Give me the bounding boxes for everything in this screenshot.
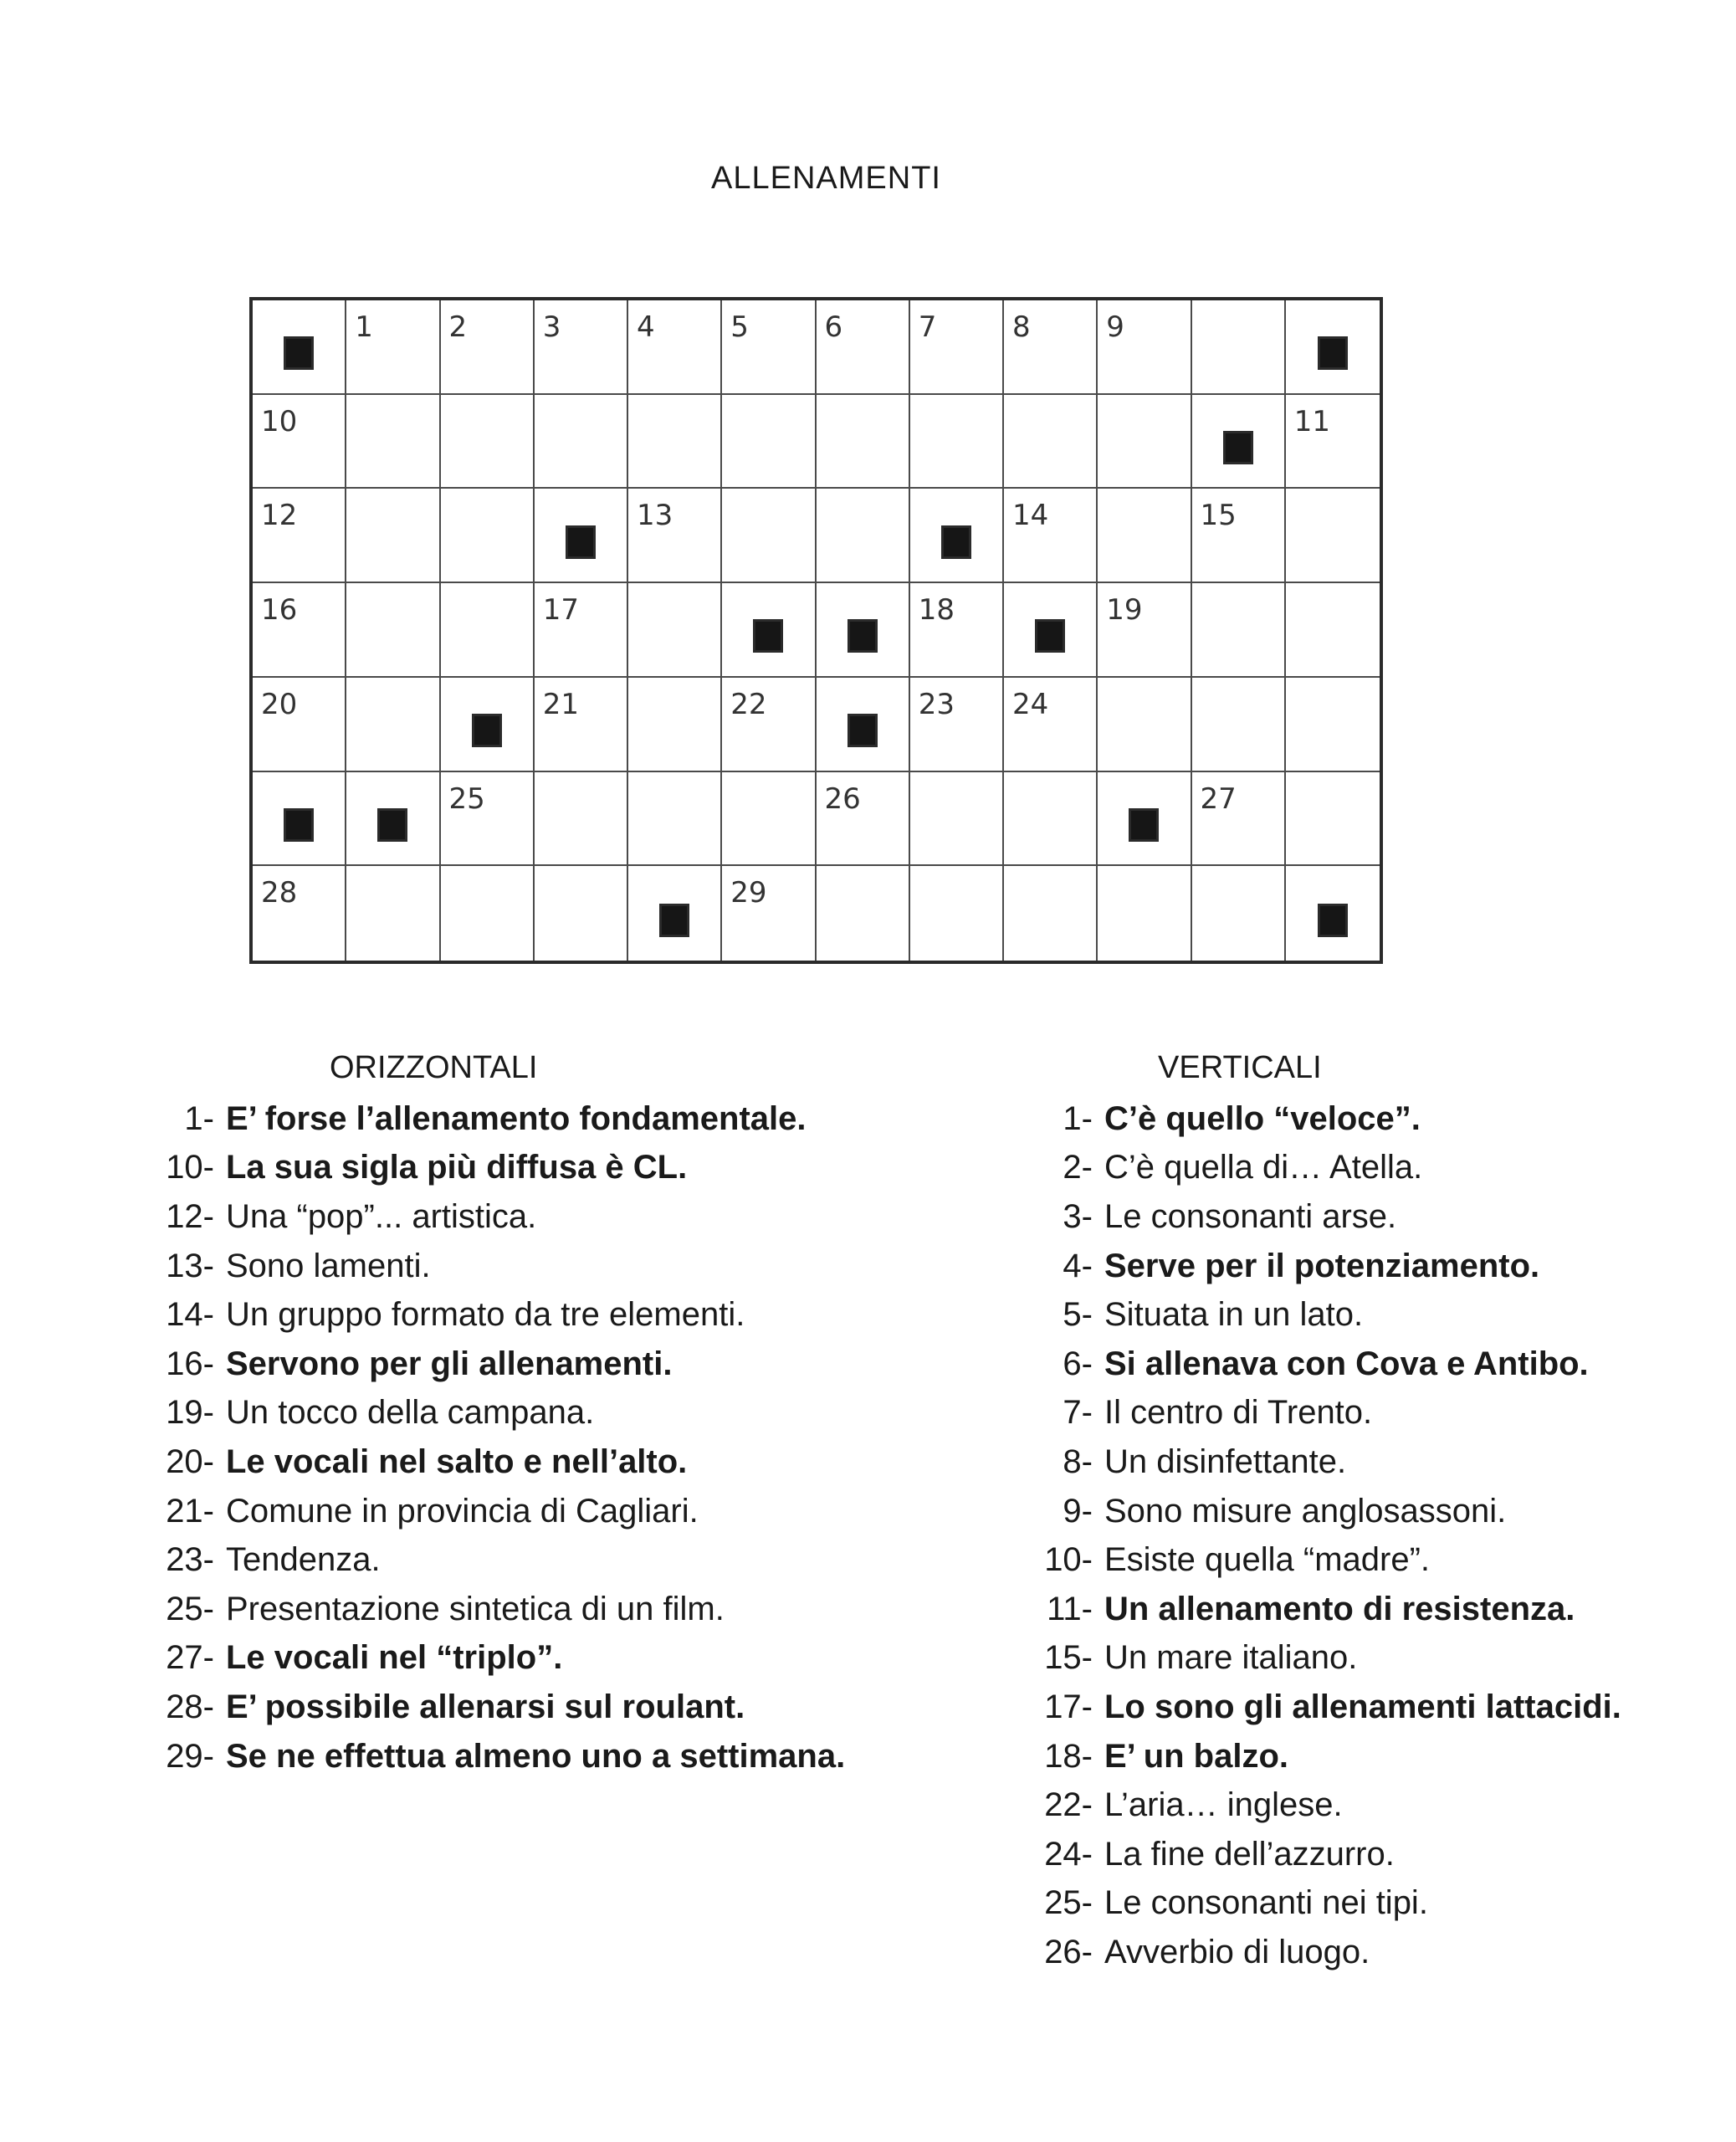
black-square [566, 525, 596, 559]
black-square [284, 336, 314, 370]
grid-cell [722, 583, 816, 678]
grid-cell [1004, 300, 1098, 395]
grid-cell [535, 583, 628, 678]
grid-cell [535, 300, 628, 395]
cell-number: 23 [918, 687, 955, 721]
grid-cell [817, 678, 910, 772]
cell-number: 9 [1106, 310, 1124, 344]
clue-number: 9- [1063, 1492, 1093, 1530]
clue-item [1029, 1487, 1698, 1536]
clue-item [1029, 1340, 1698, 1389]
grid-cell [628, 300, 722, 395]
grid-cell [1004, 866, 1098, 961]
grid-cell [817, 866, 910, 961]
black-square [377, 808, 407, 842]
cell-number: 6 [824, 310, 843, 344]
grid-cell [910, 583, 1004, 678]
grid-cell [722, 866, 816, 961]
clue-text: Serve per il potenziamento. [1104, 1247, 1540, 1284]
clue-text: E’ forse l’allenamento fondamentale. [226, 1099, 807, 1137]
grid-cell [1004, 395, 1098, 489]
grid-cell [346, 395, 440, 489]
clue-number: 26- [1044, 1933, 1093, 1970]
grid-cell [1098, 489, 1191, 583]
clue-number: 3- [1063, 1197, 1093, 1235]
clue-text: Si allenava con Cova e Antibo. [1104, 1345, 1589, 1382]
clue-item [1029, 1928, 1698, 1977]
clue-number: 15- [1044, 1639, 1093, 1677]
clue-item [1029, 1535, 1698, 1585]
clue-item [142, 1192, 929, 1242]
clue-text: Un gruppo formato da tre elementi. [226, 1296, 745, 1334]
clue-item [1029, 1683, 1698, 1732]
grid-cell [1192, 866, 1286, 961]
cell-number: 27 [1200, 781, 1237, 816]
grid-cell [628, 866, 722, 961]
cell-number: 21 [542, 687, 580, 721]
cell-number: 1 [355, 310, 373, 344]
black-square [1129, 808, 1159, 842]
grid-cell [1098, 678, 1191, 772]
grid-cell [1192, 772, 1286, 867]
clue-item [1029, 1634, 1698, 1683]
clue-text: Il centro di Trento. [1104, 1394, 1373, 1432]
clue-text: Un mare italiano. [1104, 1639, 1358, 1677]
clue-text: Un tocco della campana. [226, 1394, 595, 1432]
grid-cell [722, 300, 816, 395]
clue-number: 7- [1063, 1394, 1093, 1432]
across-clues [142, 1050, 929, 1781]
grid-cell [1286, 866, 1380, 961]
clue-number: 21- [166, 1492, 214, 1530]
grid-cell [910, 300, 1004, 395]
cell-number: 15 [1200, 499, 1237, 533]
grid-cell [1098, 583, 1191, 678]
cell-number: 11 [1293, 404, 1331, 438]
grid-cell [817, 489, 910, 583]
clue-item [1029, 1192, 1698, 1242]
grid-cell [441, 583, 535, 678]
across-clue-list [142, 1094, 929, 1781]
clue-number: 17- [1044, 1688, 1093, 1725]
grid-cell [535, 866, 628, 961]
clue-item [1029, 1094, 1698, 1144]
black-square [1035, 619, 1065, 653]
grid-cell [628, 678, 722, 772]
clue-text: L’aria… inglese. [1104, 1786, 1343, 1824]
clue-item [142, 1144, 929, 1193]
clue-text: Esiste quella “madre”. [1104, 1541, 1431, 1579]
grid-cell [1004, 489, 1098, 583]
cell-number: 19 [1106, 593, 1143, 628]
grid-cell [628, 489, 722, 583]
grid-cell [253, 583, 346, 678]
clue-text: Tendenza. [226, 1541, 381, 1579]
crossword-grid [249, 297, 1383, 964]
grid-cell [628, 583, 722, 678]
grid-cell [1098, 772, 1191, 867]
grid-cell [722, 772, 816, 867]
clue-item [142, 1389, 929, 1438]
clue-number: 18- [1044, 1737, 1093, 1775]
clue-number: 27- [166, 1639, 214, 1677]
cell-number: 29 [730, 876, 767, 910]
clue-number: 6- [1063, 1345, 1093, 1382]
clue-text: Una “pop”... artistica. [226, 1197, 537, 1235]
clue-item [1029, 1585, 1698, 1634]
clue-text: Se ne effettua almeno uno a settimana. [226, 1737, 846, 1775]
clue-item [1029, 1437, 1698, 1487]
clue-text: Le consonanti arse. [1104, 1197, 1397, 1235]
clue-item [1029, 1389, 1698, 1438]
clue-text: E’ possibile allenarsi sul roulant. [226, 1688, 745, 1725]
clue-item [142, 1535, 929, 1585]
clue-number: 16- [166, 1345, 214, 1382]
grid-cell [1192, 395, 1286, 489]
grid-cell [910, 678, 1004, 772]
black-square [659, 904, 689, 937]
black-square [1318, 904, 1348, 937]
cell-number: 24 [1012, 687, 1049, 721]
grid-cell [1286, 772, 1380, 867]
clue-number: 10- [1044, 1541, 1093, 1579]
clue-item [1029, 1242, 1698, 1291]
clue-item [142, 1634, 929, 1683]
clue-text: Sono lamenti. [226, 1247, 431, 1284]
clue-item [142, 1290, 929, 1340]
cell-number: 10 [261, 404, 298, 438]
grid-cell [910, 489, 1004, 583]
grid-cell [817, 395, 910, 489]
down-heading: VERTICALI [1158, 1050, 1322, 1085]
cell-number: 18 [918, 593, 955, 628]
grid-cell [253, 678, 346, 772]
clue-number: 13- [166, 1247, 214, 1284]
cell-number: 26 [824, 781, 861, 816]
black-square [284, 808, 314, 842]
grid-cell [535, 489, 628, 583]
grid-cell [441, 866, 535, 961]
clue-number: 19- [166, 1394, 214, 1432]
down-clues [1029, 1050, 1698, 1977]
clue-text: Un disinfettante. [1104, 1443, 1347, 1480]
grid-cell [817, 300, 910, 395]
grid-cell [817, 583, 910, 678]
grid-cell [346, 583, 440, 678]
grid-cell [1098, 866, 1191, 961]
clue-text: Presentazione sintetica di un film. [226, 1590, 725, 1627]
grid-cell [346, 489, 440, 583]
clue-number: 20- [166, 1443, 214, 1480]
clue-item [1029, 1144, 1698, 1193]
cell-number: 22 [730, 687, 767, 721]
clue-item [142, 1242, 929, 1291]
black-square [1223, 431, 1253, 464]
grid-cell [253, 772, 346, 867]
black-square [1318, 336, 1348, 370]
grid-cell [535, 678, 628, 772]
clue-text: C’è quello “veloce”. [1104, 1099, 1421, 1137]
grid-cell [1004, 678, 1098, 772]
clue-number: 11- [1047, 1590, 1093, 1627]
clue-text: La fine dell’azzurro. [1104, 1835, 1395, 1873]
clue-number: 8- [1063, 1443, 1093, 1480]
grid-cell [817, 772, 910, 867]
grid-cell [253, 489, 346, 583]
clue-number: 1- [184, 1099, 214, 1137]
grid-cell [441, 489, 535, 583]
grid-cell [1286, 395, 1380, 489]
clue-number: 14- [166, 1296, 214, 1334]
grid-cell [910, 395, 1004, 489]
black-square [848, 714, 878, 747]
cell-number: 17 [542, 593, 580, 628]
clue-number: 28- [166, 1688, 214, 1725]
grid-cell [1192, 300, 1286, 395]
clue-item [142, 1340, 929, 1389]
clue-number: 24- [1044, 1835, 1093, 1873]
cell-number: 12 [261, 499, 298, 533]
cell-number: 4 [637, 310, 655, 344]
grid-cell [1004, 772, 1098, 867]
clue-item [142, 1437, 929, 1487]
cell-number: 14 [1012, 499, 1049, 533]
clue-number: 4- [1063, 1247, 1093, 1284]
black-square [848, 619, 878, 653]
grid-cell [346, 678, 440, 772]
clue-text: E’ un balzo. [1104, 1737, 1289, 1775]
clue-item [142, 1487, 929, 1536]
grid-cell [628, 772, 722, 867]
grid-cell [441, 772, 535, 867]
grid-cell [1286, 300, 1380, 395]
cell-number: 5 [730, 310, 749, 344]
cell-number: 2 [448, 310, 468, 344]
black-square [472, 714, 502, 747]
grid-cell [628, 395, 722, 489]
clue-number: 12- [166, 1197, 214, 1235]
grid-cell [1098, 395, 1191, 489]
clue-item [1029, 1290, 1698, 1340]
clue-text: Le vocali nel “triplo”. [226, 1639, 563, 1677]
clue-item [142, 1732, 929, 1781]
down-clue-list [1029, 1094, 1698, 1977]
grid-cell [722, 678, 816, 772]
clue-text: Avverbio di luogo. [1104, 1933, 1370, 1970]
grid-cell [346, 866, 440, 961]
grid-cell [910, 866, 1004, 961]
clue-number: 5- [1063, 1296, 1093, 1334]
grid-cell [441, 678, 535, 772]
grid-cell [1098, 300, 1191, 395]
clue-item [142, 1585, 929, 1634]
grid-cell [441, 300, 535, 395]
clue-text: Le vocali nel salto e nell’alto. [226, 1443, 688, 1480]
clue-item [1029, 1830, 1698, 1879]
grid-cell [1192, 583, 1286, 678]
clue-item [1029, 1879, 1698, 1929]
grid-cell [346, 772, 440, 867]
cell-number: 3 [542, 310, 561, 344]
clue-text: Le consonanti nei tipi. [1104, 1884, 1428, 1922]
cell-number: 25 [448, 781, 485, 816]
black-square [753, 619, 783, 653]
clue-number: 25- [1044, 1884, 1093, 1922]
clue-number: 1- [1063, 1099, 1093, 1137]
clue-item [1029, 1781, 1698, 1830]
grid-cell [253, 866, 346, 961]
cell-number: 28 [261, 876, 298, 910]
grid-cell [253, 300, 346, 395]
clue-text: Situata in un lato. [1104, 1296, 1364, 1334]
clue-number: 23- [166, 1541, 214, 1579]
grid-cell [910, 772, 1004, 867]
cell-number: 8 [1012, 310, 1031, 344]
grid-cell [253, 395, 346, 489]
clue-text: Comune in provincia di Cagliari. [226, 1492, 699, 1530]
grid-cell [1286, 678, 1380, 772]
grid-cell [535, 395, 628, 489]
grid-cell [346, 300, 440, 395]
clue-number: 2- [1063, 1149, 1093, 1186]
cell-number: 16 [261, 593, 298, 628]
grid-cell [535, 772, 628, 867]
clue-item [142, 1683, 929, 1732]
clue-number: 22- [1044, 1786, 1093, 1824]
clue-text: Un allenamento di resistenza. [1104, 1590, 1575, 1627]
clue-number: 25- [166, 1590, 214, 1627]
clue-number: 29- [166, 1737, 214, 1775]
grid-cell [1192, 678, 1286, 772]
clue-text: La sua sigla più diffusa è CL. [226, 1149, 688, 1186]
black-square [941, 525, 971, 559]
grid-cell [1004, 583, 1098, 678]
cell-number: 20 [261, 687, 298, 721]
cell-number: 7 [918, 310, 937, 344]
grid-cell [441, 395, 535, 489]
grid-cell [1286, 489, 1380, 583]
grid-cell [1286, 583, 1380, 678]
grid-cell [722, 489, 816, 583]
across-heading: ORIZZONTALI [330, 1050, 538, 1085]
cell-number: 13 [637, 499, 673, 533]
clue-text: Servono per gli allenamenti. [226, 1345, 673, 1382]
clue-item [1029, 1732, 1698, 1781]
clue-text: C’è quella di… Atella. [1104, 1149, 1423, 1186]
clue-text: Sono misure anglosassoni. [1104, 1492, 1507, 1530]
clue-number: 10- [166, 1149, 214, 1186]
page-title: ALLENAMENTI [711, 161, 941, 196]
grid-cell [1192, 489, 1286, 583]
clue-item [142, 1094, 929, 1144]
clue-text: Lo sono gli allenamenti lattacidi. [1104, 1688, 1621, 1725]
grid-cell [722, 395, 816, 489]
